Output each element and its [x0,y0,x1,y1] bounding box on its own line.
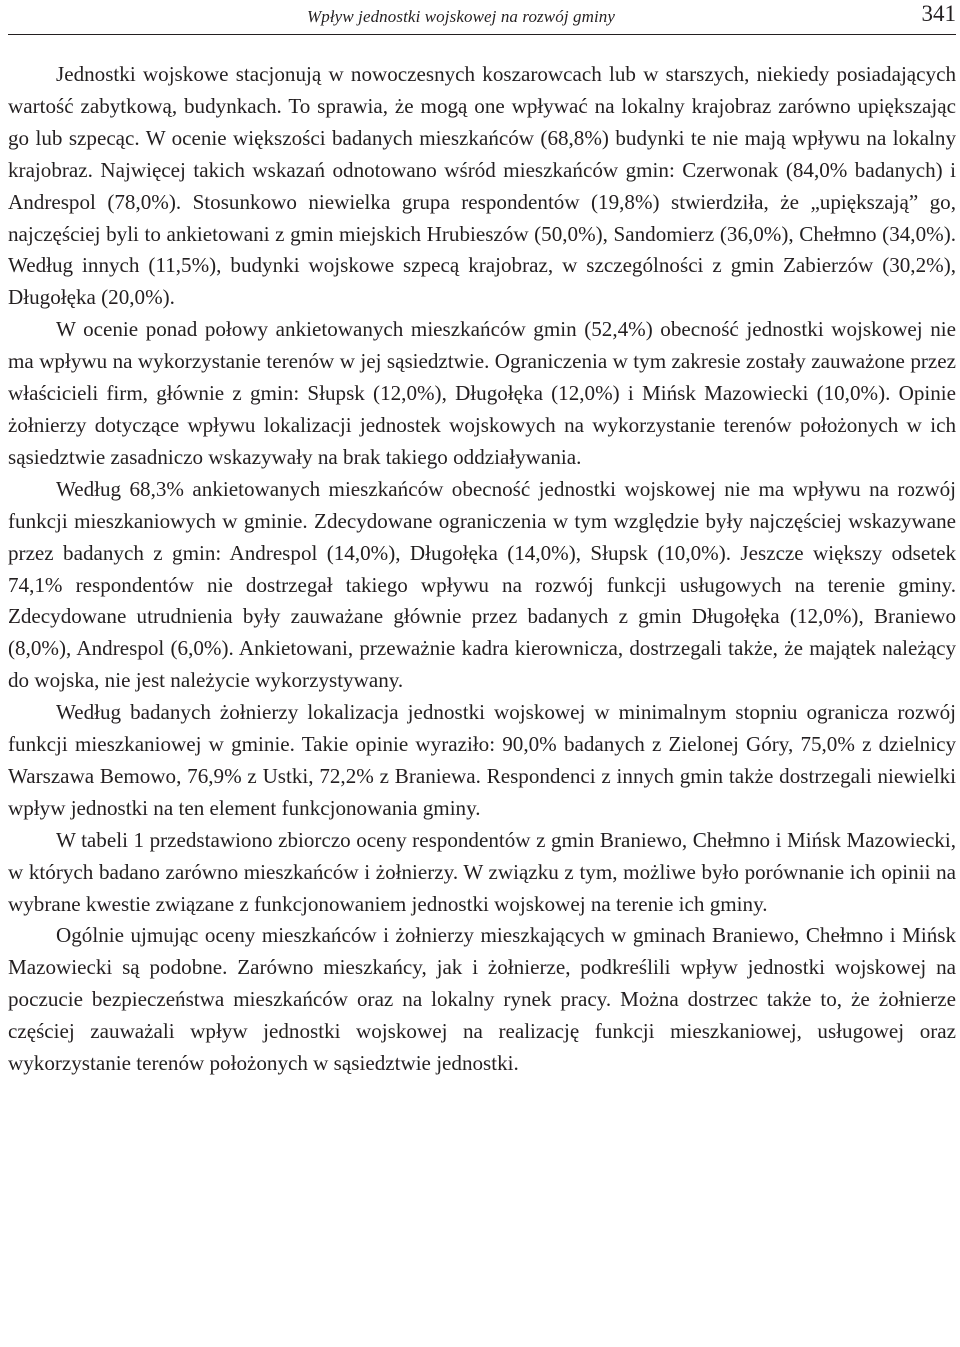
page-number: 341 [921,1,956,26]
body-text [8,59,956,1080]
document-page [8,0,956,1080]
running-title: Wpływ jednostki wojskowej na rozwój gminy [307,7,616,26]
paragraph: Ogólnie ujmując oceny mieszkańców i żołnierzy mieszkających w gminach Braniewo, Chełmno i Mińsk Mazowiecki są podobne. Zarówno mieszkańcy, jak i żołnierze, podkreślili wpływ jednostki wojskowej na poczucie bezpieczeństwa mieszkańców oraz na lokalny rynek pracy. Można dostrzec także to, że żołnierze częściej zauważali wpływ jednostki wojskowej na realizację funkcji mieszkaniowej, usługowej oraz wykorzystanie terenów położonych w sąsiedztwie jednostki. [8,923,956,1076]
paragraph: W tabeli 1 przedstawiono zbiorczo oceny respondentów z gmin Braniewo, Chełmno i Mińsk Mazowiecki, w których badano zarówno mieszkańców i żołnierzy. W związku z tym, możliwe było porównanie ich opinii na wybrane kwestie związane z funkcjonowaniem jednostki wojskowej na terenie ich gminy. [8,827,956,916]
paragraph: Według 68,3% ankietowanych mieszkańców obecność jednostki wojskowej nie ma wpływu na rozwój funkcji mieszkaniowych w gminie. Zdecydowane ograniczenia w tym względzie były najczęściej wskazywane przez badanych z gmin: Andrespol (14,0%), Długołęka (14,0%), Słupsk (10,0%). Jeszcze większy odsetek 74,1% respondentów nie dostrzegał takiego wpływu na rozwój funkcji usługowych na terenie gminy. Zdecydowane utrudnienia były zauważane głównie przez badanych z gmin Długołęka (12,0%), Braniewo (8,0%), Andrespol (6,0%). Ankietowani, przeważnie kadra kierownicza, dostrzegali także, że majątek należący do wojska, nie jest należycie wykorzystywany. [8,476,956,693]
running-header [8,0,956,35]
paragraph: W ocenie ponad połowy ankietowanych mieszkańców gmin (52,4%) obecność jednostki wojskowej nie ma wpływu na wykorzystanie terenów w jej sąsiedztwie. Ograniczenia w tym zakresie zostały zauważone przez właścicieli firm, głównie z gmin: Słupsk (12,0%), Długołęka (12,0%) i Mińsk Mazowiecki (10,0%). Opinie żołnierzy dotyczące wpływu lokalizacji jednostek wojskowych na wykorzystanie terenów położonych w ich sąsiedztwie zasadniczo wskazywały na brak takiego oddziaływania. [8,317,956,469]
paragraph: Jednostki wojskowe stacjonują w nowoczesnych koszarowcach lub w starszych, niekiedy posiadających wartość zabytkową, budynkach. To sprawia, że mogą one wpływać na lokalny krajobraz zarówno upiększając go lub szpecąc. W ocenie większości badanych mieszkańców (68,8%) budynki te nie mają wpływu na lokalny krajobraz. Najwięcej takich wskazań odnotowano wśród mieszkańców gmin: Czerwonak (84,0% badanych) i Andrespol (78,0%). Stosunkowo niewielka grupa respondentów (19,8%) stwierdziła, że „upiększają” go, najczęściej byli to ankietowani z gmin miejskich Hrubieszów (50,0%), Sandomierz (36,0%), Chełmno (34,0%). Według innych (11,5%), budynki wojskowe szpecą krajobraz, w szczególności z gmin Zabierzów (30,2%), Długołęka (20,0%). [8,62,956,310]
paragraph: Według badanych żołnierzy lokalizacja jednostki wojskowej w minimalnym stopniu ogranicza rozwój funkcji mieszkaniowej w gminie. Takie opinie wyraziło: 90,0% badanych z Zielonej Góry, 75,0% z dzielnicy Warszawa Bemowo, 76,9% z Ustki, 72,2% z Braniewa. Respondenci z innych gmin także dostrzegali niewielki wpływ jednostki na ten element funkcjonowania gminy. [8,700,956,820]
